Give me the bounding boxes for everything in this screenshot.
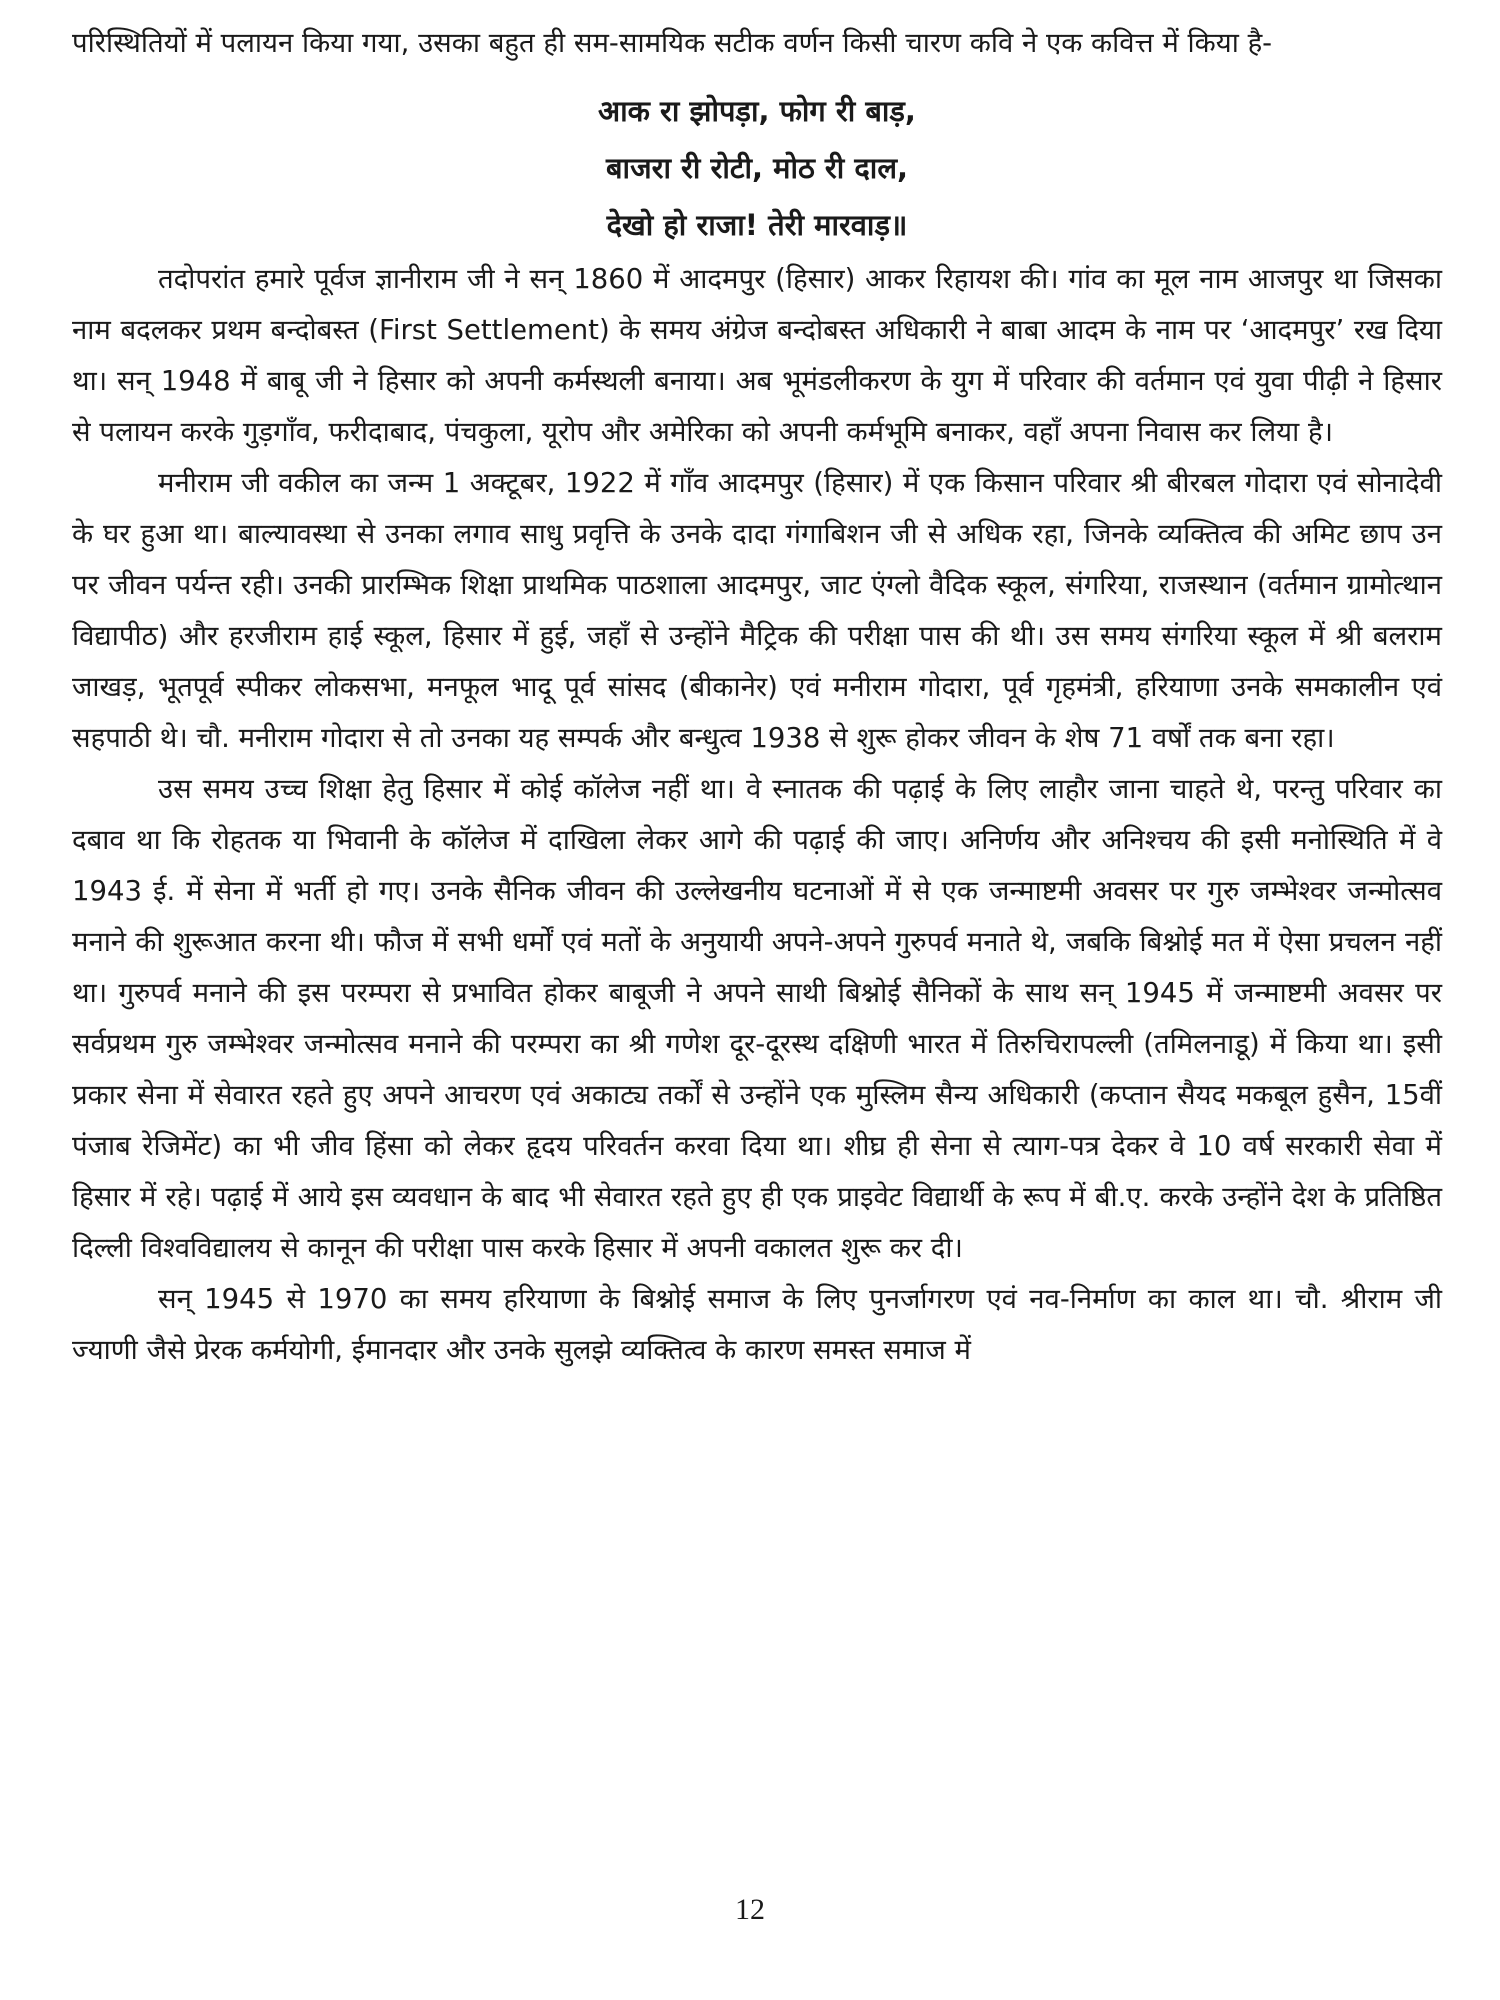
poem-line-3: देखो हो राजा! तेरी मारवाड़॥: [606, 208, 908, 242]
intro-paragraph: परिस्थितियों में पलायन किया गया, उसका बहुत ही सम-सामयिक सटीक वर्णन किसी चारण कवि ने एक कवित्त में किया है-: [72, 27, 1273, 59]
document-page: [72, 18, 1442, 1978]
paragraph-ancestors: तदोपरांत हमारे पूर्वज ज्ञानीराम जी ने सन् 1860 में आदमपुर (हिसार) आकर रिहायश की। गांव का मूल नाम आजपुर था जिसका नाम बदलकर प्रथम बन्दोबस्त (First Settlement) के समय अंग्रेज बन्दोबस्त अधिकारी ने बाबा आदम के नाम पर ‘आदमपुर’ रख दिया था। सन् 1948 में बाबू जी ने हिसार को अपनी कर्मस्थली बनाया। अब भूमंडलीकरण के युग में परिवार की वर्तमान एवं युवा पीढ़ी ने हिसार से पलायन करके गुड़गाँव, फरीदाबाद, पंचकुला, यूरोप और अमेरिका को अपनी कर्मभूमि बनाकर, वहाँ अपना निवास कर लिया है।: [72, 263, 1442, 448]
poem-line-2: बाजरा री रोटी, मोठ री दाल,: [606, 151, 908, 185]
paragraph-birth-education: मनीराम जी वकील का जन्म 1 अक्टूबर, 1922 में गाँव आदमपुर (हिसार) में एक किसान परिवार श्री बीरबल गोदारा एवं सोनादेवी के घर हुआ था। बाल्यावस्था से उनका लगाव साधु प्रवृत्ति के उनके दादा गंगाबिशन जी से अधिक रहा, जिनके व्यक्तित्व की अमिट छाप उन पर जीवन पर्यन्त रही। उनकी प्रारम्भिक शिक्षा प्राथमिक पाठशाला आदमपुर, जाट एंग्लो वैदिक स्कूल, संगरिया, राजस्थान (वर्तमान ग्रामोत्थान विद्यापीठ) और हरजीराम हाई स्कूल, हिसार में हुई, जहाँ से उन्होंने मैट्रिक की परीक्षा पास की थी। उस समय संगरिया स्कूल में श्री बलराम जाखड़, भूतपूर्व स्पीकर लोकसभा, मनफूल भादू पूर्व सांसद (बीकानेर) एवं मनीराम गोदारा, पूर्व गृहमंत्री, हरियाणा उनके समकालीन एवं सहपाठी थे। चौ. मनीराम गोदारा से तो उनका यह सम्पर्क और बन्धुत्व 1938 से शुरू होकर जीवन के शेष 71 वर्षों तक बना रहा।: [72, 467, 1442, 754]
poem-line-1: आक रा झोपड़ा, फोग री बाड़,: [598, 94, 916, 128]
paragraph-army-career: उस समय उच्च शिक्षा हेतु हिसार में कोई कॉलेज नहीं था। वे स्नातक की पढ़ाई के लिए लाहौर जाना चाहते थे, परन्तु परिवार का दबाव था कि रोहतक या भिवानी के कॉलेज में दाखिला लेकर आगे की पढ़ाई की जाए। अनिर्णय और अनिश्चय की इसी मनोस्थिति में वे 1943 ई. में सेना में भर्ती हो गए। उनके सैनिक जीवन की उल्लेखनीय घटनाओं में से एक जन्माष्टमी अवसर पर गुरु जम्भेश्वर जन्मोत्सव मनाने की शुरूआत करना थी। फौज में सभी धर्मों एवं मतों के अनुयायी अपने-अपने गुरुपर्व मनाते थे, जबकि बिश्नोई मत में ऐसा प्रचलन नहीं था। गुरुपर्व मनाने की इस परम्परा से प्रभावित होकर बाबूजी ने अपने साथी बिश्नोई सैनिकों के साथ सन् 1945 में जन्माष्टमी अवसर पर सर्वप्रथम गुरु जम्भेश्वर जन्मोत्सव मनाने की परम्परा का श्री गणेश दूर-दूरस्थ दक्षिणी भारत में तिरुचिरापल्ली (तमिलनाडू) में किया था। इसी प्रकार सेना में सेवारत रहते हुए अपने आचरण एवं अकाट्य तर्कों से उन्होंने एक मुस्लिम सैन्य अधिकारी (कप्तान सैयद मकबूल हुसैन, 15वीं पंजाब रेजिमेंट) का भी जीव हिंसा को लेकर हृदय परिवर्तन करवा दिया था। शीघ्र ही सेना से त्याग-पत्र देकर वे 10 वर्ष सरकारी सेवा में हिसार में रहे। पढ़ाई में आये इस व्यवधान के बाद भी सेवारत रहते हुए ही एक प्राइवेट विद्यार्थी के रूप में बी.ए. करके उन्होंने देश के प्रतिष्ठित दिल्ली विश्वविद्यालय से कानून की परीक्षा पास करके हिसार में अपनी वकालत शुरू कर दी।: [72, 773, 1442, 1264]
page-number: 12: [735, 1893, 765, 1926]
paragraph-renaissance: सन् 1945 से 1970 का समय हरियाणा के बिश्नोई समाज के लिए पुनर्जागरण एवं नव-निर्माण का काल था। चौ. श्रीराम जी ज्याणी जैसे प्रेरक कर्मयोगी, ईमानदार और उनके सुलझे व्यक्तित्व के कारण समस्त समाज में: [72, 1283, 1442, 1366]
poem-verse: [72, 83, 1442, 254]
